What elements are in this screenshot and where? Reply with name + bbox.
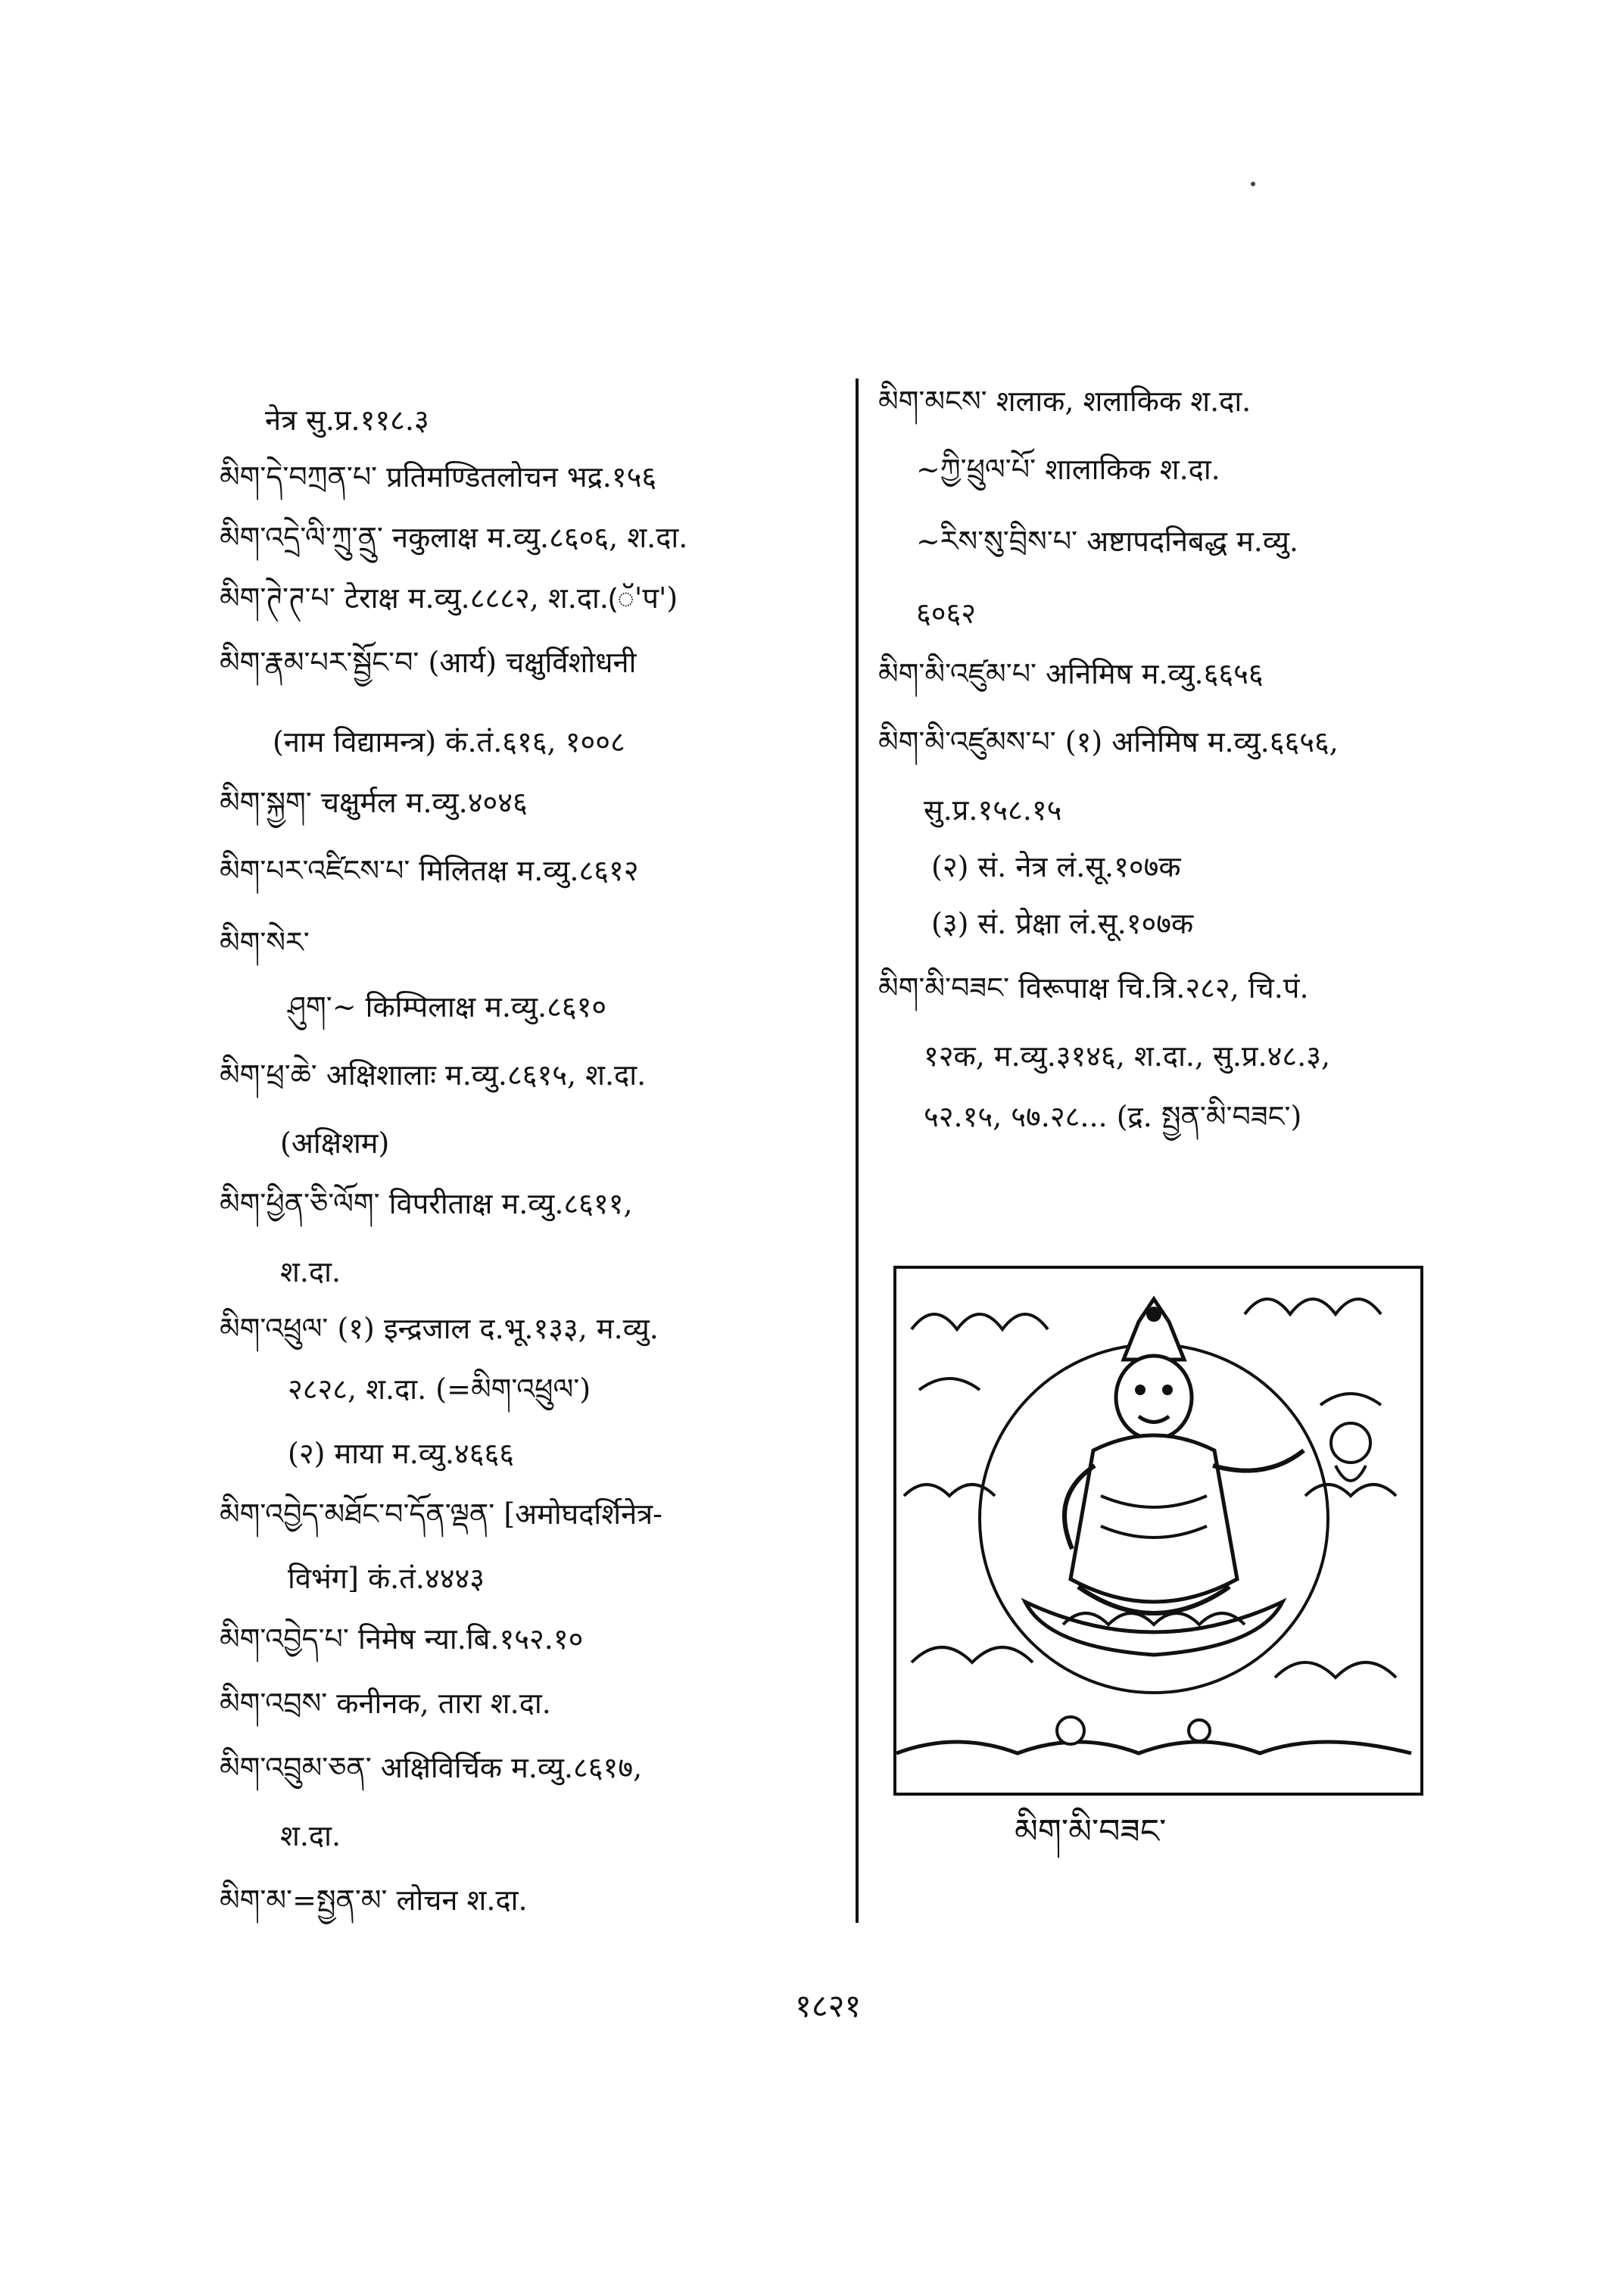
entry-line: མིག་སྐྱག་ चक्षुर्मल म.व्यु.४०४६ — [220, 786, 528, 819]
entry-line: सु.प्र.१५८.१५ — [924, 793, 1062, 827]
entry-line: མིག་སེར་ — [220, 926, 310, 959]
entry-line: མིག་མི་འཛུམས་པ་ (१) अनिमिष म.व्यु.६६५६, — [878, 725, 1339, 759]
entry-line: (२) माया म.व्यु.४६६६ — [288, 1437, 514, 1470]
entry-line: श.दा. — [280, 1819, 341, 1852]
entry-line: མིག་མངས་ शलाक, शलाकिक श.दा. — [878, 385, 1252, 418]
entry-line: མིག་རྣམ་པར་སྦྱོང་བ་ (आर्य) चक्षुर्विशोधनी — [220, 646, 637, 679]
entry-line: ६०६२ — [916, 597, 977, 630]
entry-line: མིག་དེ་བཀྲན་པ་ प्रतिमण्डितलोचन भद्र.१५६ — [220, 460, 657, 494]
page-number: १८२१ — [795, 1987, 862, 2024]
entry-line: नेत्र सु.प्र.११८.३ — [265, 403, 429, 437]
entry-line: ~རིས་སུ་བྲིས་པ་ अष्टापदनिबद्ध म.व्यु. — [916, 525, 1298, 558]
entry-line: विभंग] कं.तं.४४४३ — [288, 1562, 485, 1595]
entry-line: (अक्षिशम) — [280, 1126, 390, 1160]
entry-line: ~ཀྱི་ཕྲུལ་པོ་ शालाकिक श.दा. — [916, 453, 1220, 486]
column-divider — [856, 379, 859, 1923]
entry-line: (३) सं. प्रेक्षा लं.सू.१०७क — [931, 907, 1194, 940]
entry-line: མིག་མ་=སྤྱན་མ་ लोचन श.दा. — [220, 1883, 528, 1917]
entry-line: མིག་འབྲུམ་ཅན་ अक्षिविर्चिक म.व्यु.८६१७, — [220, 1751, 643, 1784]
entry-line: श.दा. — [280, 1255, 341, 1288]
entry-line: མིག་འཕྲུལ་ (१) इन्द्रजाल द.भू.१३३, म.व्यु. — [220, 1312, 659, 1345]
entry-line: མིག་འབྱེད་པ་ निमेष न्या.बि.१५२.१० — [220, 1622, 584, 1656]
entry-line: མིག་ཊེ་ཊ་པ་ टेराक्ष म.व्यु.८८८२, श.दा.(ॅ'प') — [220, 581, 678, 615]
stray-dot — [1251, 182, 1255, 186]
entry-line: (२) सं. नेत्र लं.सू.१०७क — [931, 850, 1181, 883]
entry-line: ཤུག་~ किम्पिलाक्ष म.व्यु.८६१० — [288, 990, 607, 1023]
entry-line: (नाम विद्यामन्त्र) कं.तं.६१६, १००८ — [273, 725, 625, 759]
entry-line: མིག་འབྱེད་མཐོང་བ་དོན་ལྡན་ [अमोघदर्शिनेत्र- — [220, 1497, 662, 1531]
entry-line: མིག་འབྲས་ कनीनक, तारा श.दा. — [220, 1687, 551, 1720]
figure-caption: མིག་མི་བཟང་ — [1015, 1812, 1167, 1851]
entry-line: མིག་ཕྱིན་ཅི་ལོག་ विपरीताक्ष म.व्यु.८६११, — [220, 1187, 633, 1220]
entry-line: མིག་ཕྲ་ཆེ་ अक्षिशालाः म.व्यु.८६१५, श.दा. — [220, 1058, 647, 1092]
entry-line: མིག་མི་འཛུམ་པ་ अनिमिष म.व्यु.६६५६ — [878, 657, 1264, 690]
entry-line: མིག་པར་འཛིངས་པ་ मिलितक्ष म.व्यु.८६१२ — [220, 854, 639, 887]
deity-illustration — [893, 1266, 1423, 1796]
entry-line: མིག་འདྲེ་ལི་ཀྲུ་ནྲུ་ नकुलाक्ष म.व्यु.८६०६, श.दा. — [220, 521, 688, 554]
entry-line: १२क, म.व्यु.३१४६, श.दा., सु.प्र.४८.३, — [924, 1039, 1331, 1073]
entry-line: २८२८, श.दा. (=མིག་འཕྲུལ་) — [288, 1372, 591, 1406]
entry-line: མིག་མི་བཟང་ विरूपाक्ष चि.त्रि.२८२, चि.पं. — [878, 971, 1309, 1005]
deity-illustration-image — [896, 1269, 1420, 1793]
entry-line: ५२.१५, ५७.२८... (द्र. སྤྱན་མི་བཟང་) — [924, 1100, 1302, 1133]
